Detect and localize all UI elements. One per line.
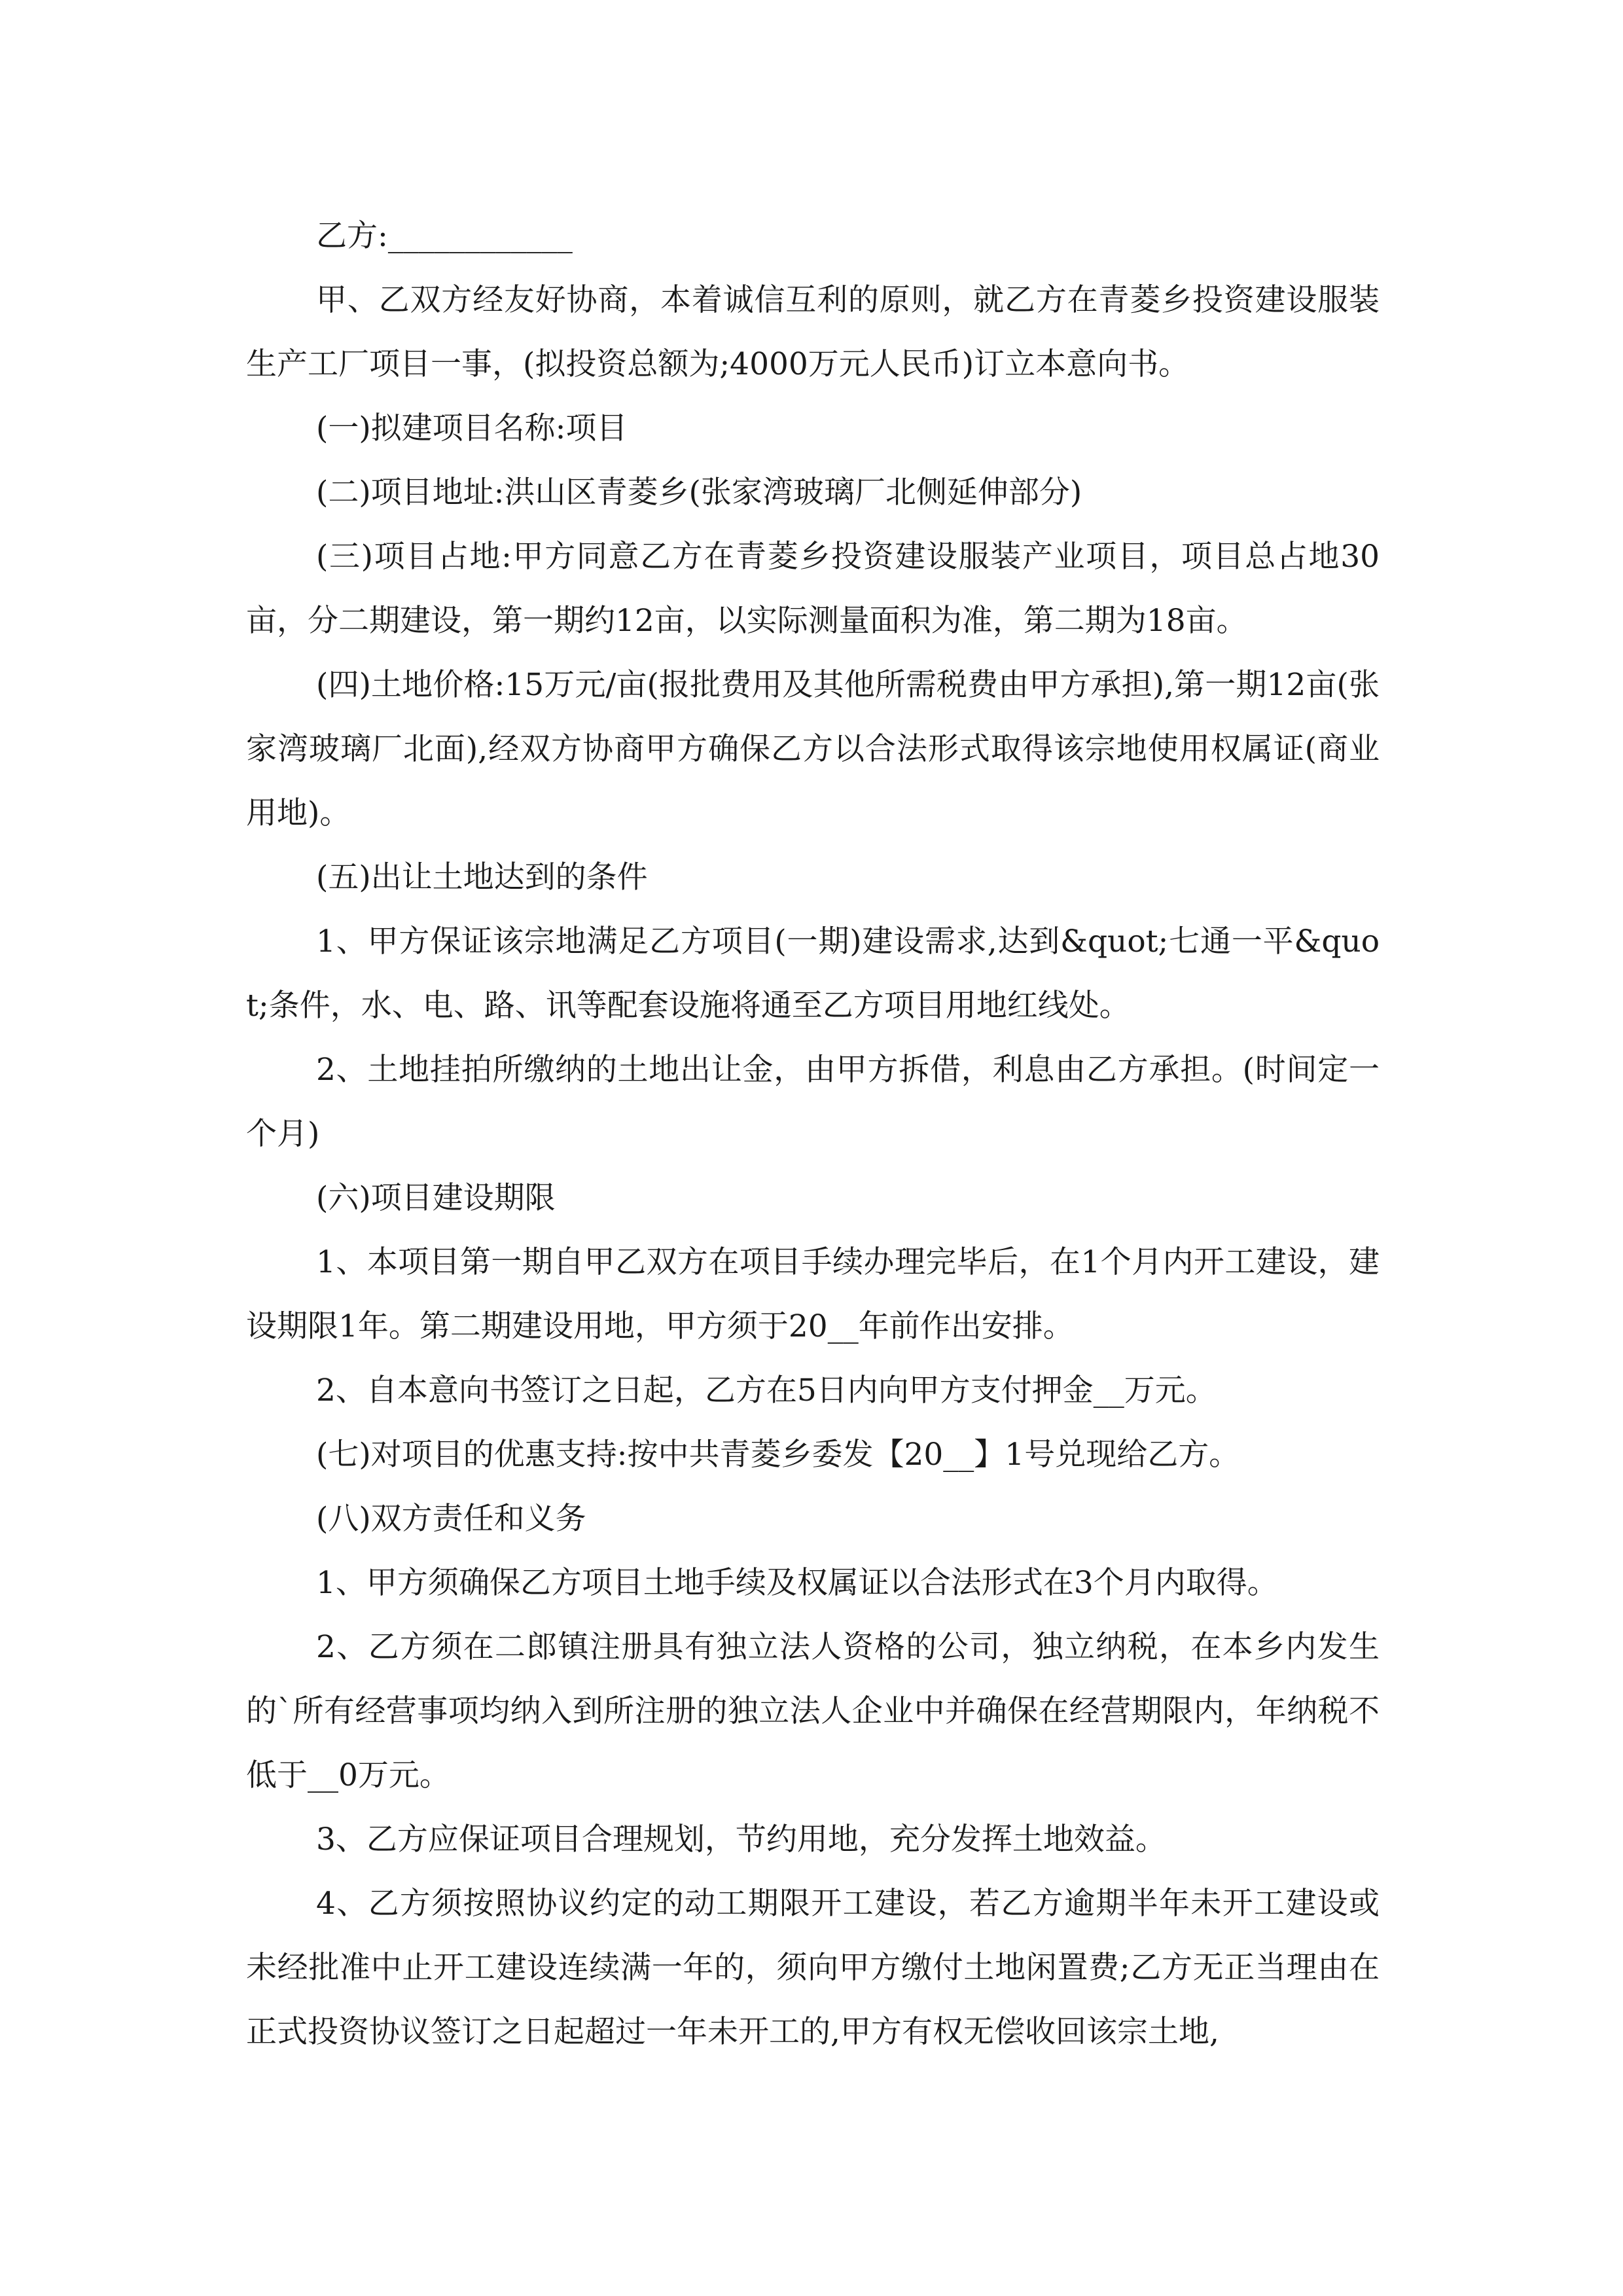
section-5-item-1: 1、甲方保证该宗地满足乙方项目(一期)建设需求,达到&quot;七通一平&quot;条件，水、电、路、讯等配套设施将通至乙方项目用地红线处。 <box>246 924 1380 1024</box>
section-8-item-4: 4、乙方须按照协议约定的动工期限开工建设，若乙方逾期半年未开工建设或未经批准中止开工建设连续满一年的，须向甲方缴付土地闲置费;乙方无正当理由在正式投资协议签订之日起超过一年未开工的,甲方有权无偿收回该宗土地, <box>246 1886 1380 2050</box>
section-6-heading: (六)项目建设期限 <box>316 1180 556 1216</box>
section-4-land-price: (四)土地价格:15万元/亩(报批费用及其他所需税费由甲方承担),第一期12亩(张家湾玻璃厂北面),经双方协商甲方确保乙方以合法形式取得该宗地使用权属证(商业用地)。 <box>246 667 1380 831</box>
section-8-heading: (八)双方责任和义务 <box>316 1501 586 1537</box>
section-8-item-2: 2、乙方须在二郎镇注册具有独立法人资格的公司，独立纳税，在本乡内发生的`所有经营事项均纳入到所注册的独立法人企业中并确保在经营期限内，年纳税不低于__0万元。 <box>246 1629 1380 1793</box>
section-1-project-name: (一)拟建项目名称:项目 <box>316 410 628 446</box>
section-8-item-3: 3、乙方应保证项目合理规划，节约用地，充分发挥土地效益。 <box>316 1821 1166 1857</box>
section-2-project-address: (二)项目地址:洪山区青菱乡(张家湾玻璃厂北侧延伸部分) <box>316 475 1082 511</box>
party-b-line: 乙方:____________ <box>316 218 573 254</box>
section-7-support: (七)对项目的优惠支持:按中共青菱乡委发【20__】1号兑现给乙方。 <box>316 1437 1240 1473</box>
section-5-heading: (五)出让土地达到的条件 <box>316 859 648 895</box>
section-5-item-2: 2、土地挂拍所缴纳的土地出让金，由甲方拆借，利息由乙方承担。(时间定一个月) <box>246 1052 1380 1152</box>
section-3-land-area: (三)项目占地:甲方同意乙方在青菱乡投资建设服装产业项目，项目总占地30亩，分二期建设，第一期约12亩，以实际测量面积为准，第二期为18亩。 <box>246 539 1380 639</box>
section-6-item-1: 1、本项目第一期自甲乙双方在项目手续办理完毕后，在1个月内开工建设，建设期限1年。第二期建设用地，甲方须于20__年前作出安排。 <box>246 1244 1380 1344</box>
section-8-item-1: 1、甲方须确保乙方项目土地手续及权属证以合法形式在3个月内取得。 <box>316 1565 1278 1601</box>
section-6-item-2: 2、自本意向书签订之日起，乙方在5日内向甲方支付押金__万元。 <box>316 1372 1217 1408</box>
document-body <box>246 204 1380 2064</box>
intro-paragraph: 甲、乙双方经友好协商，本着诚信互利的原则，就乙方在青菱乡投资建设服装生产工厂项目一事，(拟投资总额为;4000万元人民币)订立本意向书。 <box>246 282 1380 382</box>
